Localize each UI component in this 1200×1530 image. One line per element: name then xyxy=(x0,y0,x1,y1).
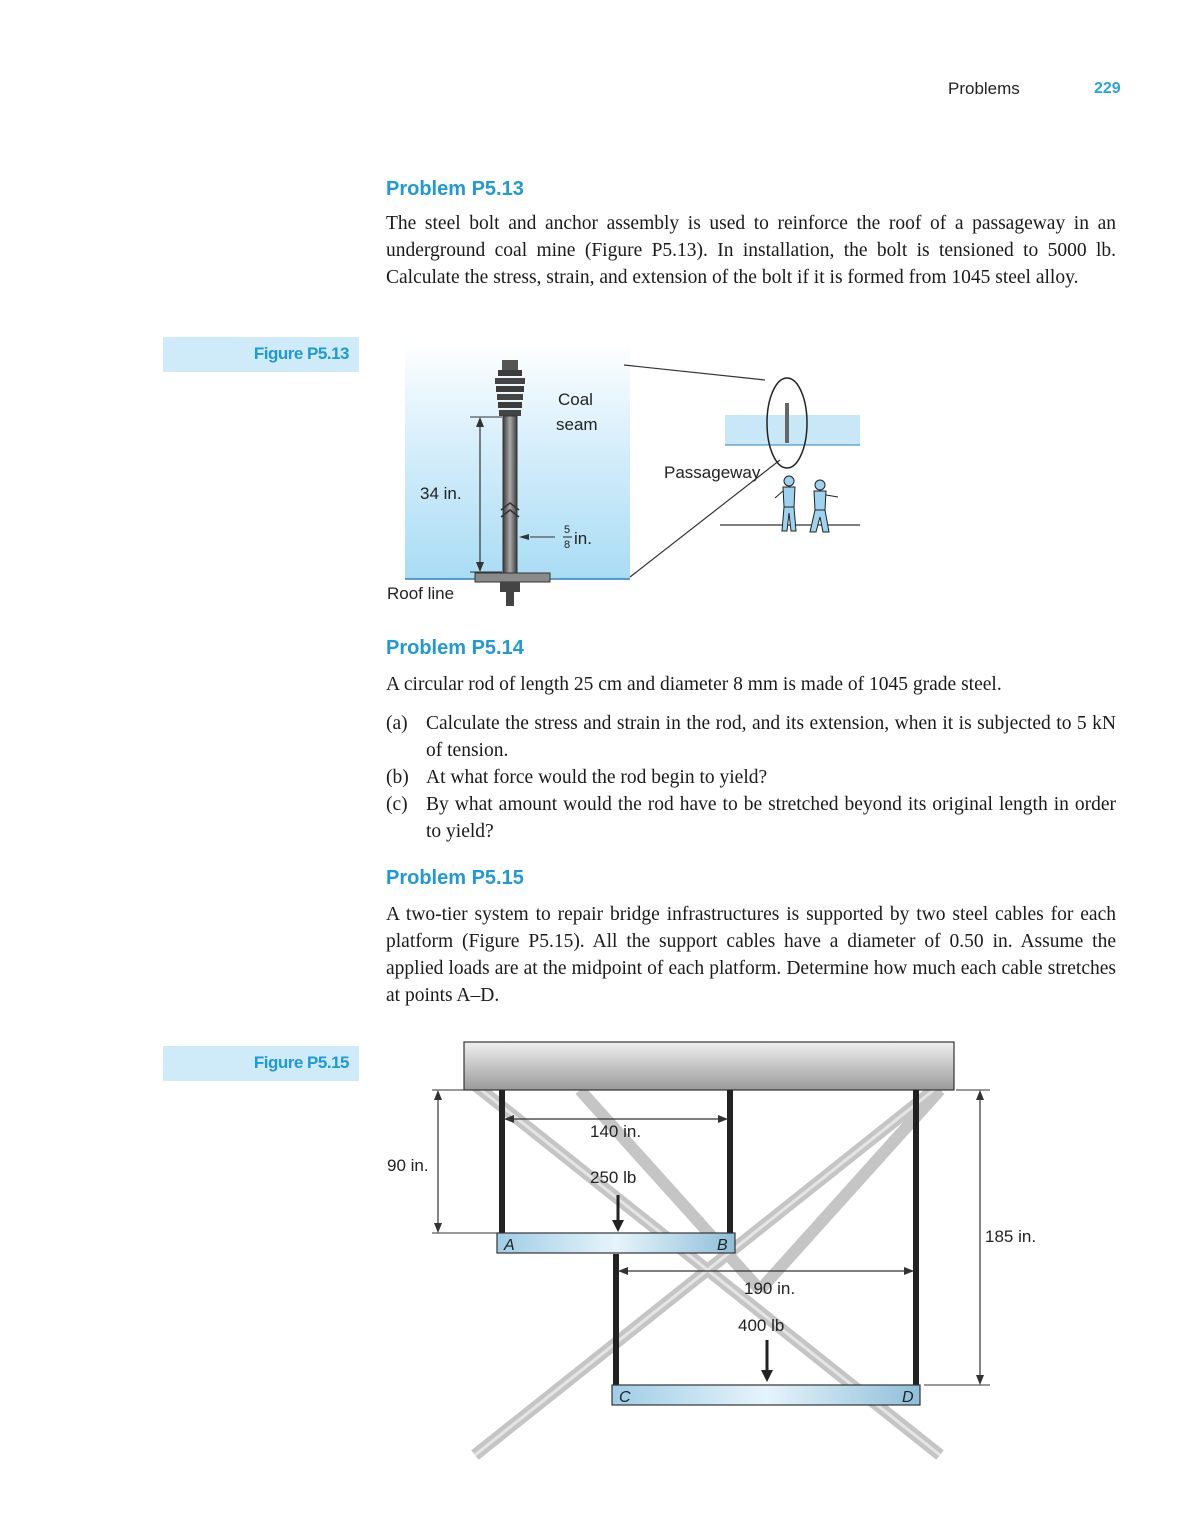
point-a-label: A xyxy=(504,1237,515,1254)
list-item: (b) At what force would the rod begin to yield? xyxy=(386,767,768,788)
lower-platform xyxy=(612,1385,920,1405)
worker-figure-2 xyxy=(810,480,838,532)
load-top-label: 250 lb xyxy=(590,1168,637,1187)
problem-heading-p5-13: Problem P5.13 xyxy=(386,178,524,200)
page-number: 229 xyxy=(1094,80,1121,97)
passageway-roof xyxy=(725,415,860,445)
width-top-label: 140 in. xyxy=(590,1122,642,1141)
diameter-denominator: 8 xyxy=(564,539,571,551)
diameter-numerator: 5 xyxy=(564,524,571,536)
point-d-label: D xyxy=(902,1389,914,1406)
figure-p5-13 xyxy=(380,335,860,615)
figure-label-p5-15: Figure P5.15 xyxy=(253,1053,349,1072)
list-item: (c) By what amount would the rod have to be stretched beyond its original length in order to yield? xyxy=(386,794,1116,842)
figure-label-p5-13: Figure P5.13 xyxy=(253,344,349,363)
problem-p5-14-list xyxy=(386,710,1116,845)
problem-text-p5-14: A circular rod of length 25 cm and diameter 8 mm is made of 1045 grade steel. xyxy=(386,674,1002,695)
problem-text-p5-13: The steel bolt and anchor assembly is used to reinforce the roof of a passageway in an underground coal mine (Figure P5.13). In installation, the bolt is tensioned to 5000 lb. Calculate the stress, strain, and extension of the bolt if it is formed from 1045 steel alloy. xyxy=(386,213,1116,288)
bearing-plate xyxy=(475,573,550,582)
height-right-label: 185 in. xyxy=(985,1227,1037,1246)
length-label: 34 in. xyxy=(420,484,462,503)
upper-platform xyxy=(497,1233,735,1253)
problem-text-p5-15: A two-tier system to repair bridge infrastructures is supported by two steel cables for each platform (Figure P5.15). All the support cables have a diameter of 0.50 in. Assume the applied loads are at the midpoint of each platform. Determine how much each cable stretches at points A–D. xyxy=(386,904,1116,1006)
height-left-label: 90 in. xyxy=(387,1156,429,1175)
problem-heading-p5-15: Problem P5.15 xyxy=(386,867,524,889)
bolt-tail xyxy=(506,592,514,606)
running-header-title: Problems xyxy=(948,79,1020,98)
worker-figure-1 xyxy=(775,476,796,531)
passageway-bolt xyxy=(785,403,789,443)
nut xyxy=(500,582,520,592)
figure-tab-p5-13 xyxy=(163,337,359,372)
problem-heading-p5-14: Problem P5.14 xyxy=(386,637,524,659)
list-item: (a) Calculate the stress and strain in the rod, and its extension, when it is subjected to 5 kN of tension. xyxy=(386,713,1116,761)
callout-line-top xyxy=(624,365,765,380)
diameter-unit: in. xyxy=(574,529,592,548)
figure-tab-p5-15 xyxy=(163,1046,359,1081)
point-b-label: B xyxy=(717,1237,728,1254)
bolt-shaft xyxy=(503,416,517,574)
coal-label: Coal xyxy=(558,390,593,409)
passageway-label: Passageway xyxy=(664,463,761,482)
load-bottom-label: 400 lb xyxy=(738,1316,785,1335)
width-bottom-label: 190 in. xyxy=(744,1279,796,1298)
figure-p5-15 xyxy=(380,1040,1060,1460)
support-beam xyxy=(464,1042,954,1090)
seam-label: seam xyxy=(556,415,598,434)
roof-line-label: Roof line xyxy=(387,584,455,603)
point-c-label: C xyxy=(619,1389,631,1406)
